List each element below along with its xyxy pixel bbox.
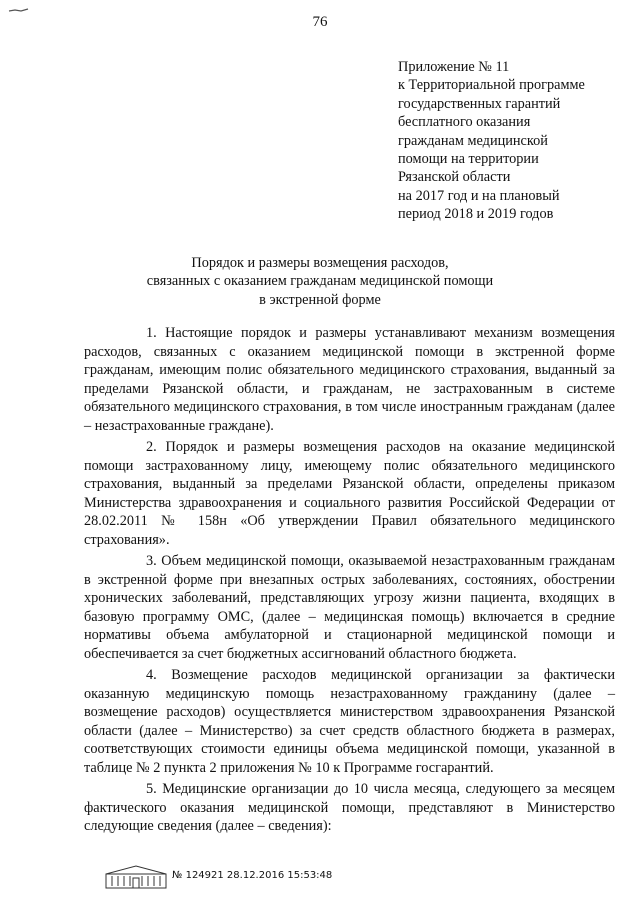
appendix-header [398, 58, 630, 224]
appendix-line: к Территориальной программе [398, 77, 585, 94]
title-line: связанных с оказанием гражданам медицинской помощи [146, 273, 494, 290]
corner-mark-icon [8, 6, 32, 14]
document-title [80, 254, 560, 309]
appendix-line: государственных гарантий [398, 95, 561, 112]
appendix-line: период 2018 и 2019 годов [398, 206, 554, 223]
title-line: Порядок и размеры возмещения расходов, [191, 255, 449, 271]
document-body [84, 324, 615, 839]
appendix-line: Рязанской области [398, 169, 511, 186]
title-line: в экстренной форме [259, 291, 381, 308]
appendix-line: помощи на территории [398, 150, 539, 167]
paragraph-2: 2. Порядок и размеры возмещения расходов на оказание медицинской помощи застрахованному лицу, имеющему полис обязательного медицинского страхования, выданный за пределами Рязанской области, определены приказом Министерства здравоохранения и социального развития Российской Федерации от 28.02.2011 № 158н «Об утверждении Правил обязательного медицинского страхования». [84, 439, 615, 548]
building-logo-icon [104, 864, 168, 890]
paragraph-3: 3. Объем медицинской помощи, оказываемой незастрахованным гражданам в экстренной форме при внезапных острых заболеваниях, состояниях, обострении хронических заболеваний, представляющих угрозу жизни пациента, входящих в базовую программу ОМС, (далее – медицинская помощь) включается в средние нормативы объема амбулаторной и стационарной медицинской помощи и обеспечивается за счет бюджетных ассигнований областного бюджета. [84, 553, 615, 662]
appendix-line: Приложение № 11 [398, 59, 510, 75]
appendix-line: гражданам медицинской [398, 132, 548, 149]
paragraph-4: 4. Возмещение расходов медицинской организации за фактически оказанную медицинскую помощь незастрахованному гражданину (далее – возмещение расходов) осуществляется министерством здравоохранения Рязанской области (далее – Министерство) за счет средств областного бюджета в размерах, соответствующих стоимости единицы объема медицинской помощи, указанной в таблице № 2 пункта 2 приложения № 10 к Программе госгарантий. [84, 667, 615, 776]
footer-stamp [104, 864, 404, 890]
paragraph-1: 1. Настоящие порядок и размеры устанавливают механизм возмещения расходов, связанных с оказанием медицинской помощи в экстренной форме гражданам, имеющим полис обязательного медицинского страхования, выданный за пределами Рязанской области, и гражданам, не застрахованным в системе обязательного медицинского страхования, в том числе иностранным гражданам (далее – незастрахованные граждане). [84, 325, 615, 434]
document-registration-stamp: № 124921 28.12.2016 15:53:48 [172, 870, 333, 881]
appendix-line: бесплатного оказания [398, 114, 531, 131]
page-number: 76 [312, 14, 328, 30]
paragraph-5: 5. Медицинские организации до 10 числа месяца, следующего за месяцем фактического оказания медицинской помощи, представляют в Министерство следующие сведения (далее – сведения): [84, 781, 615, 834]
appendix-line: на 2017 год и на плановый [398, 187, 560, 204]
